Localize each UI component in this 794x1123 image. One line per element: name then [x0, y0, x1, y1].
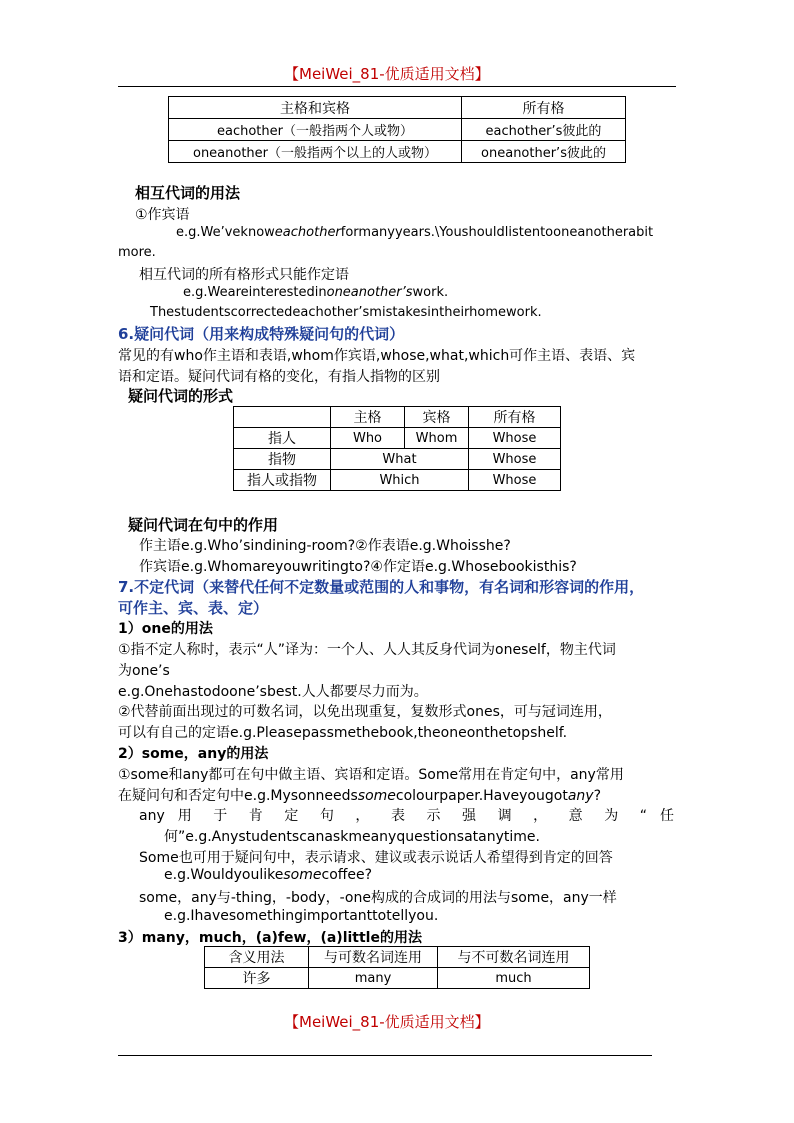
table-cell: 指物 — [234, 449, 331, 470]
table-header-cell — [234, 407, 331, 428]
table-cell: many — [309, 968, 438, 989]
table-cell: Which — [331, 470, 469, 491]
example-sentence: e.g.Onehastodoone’sbest.人人都要尽力而为。 — [118, 684, 428, 700]
subsection-title: 2）some，any的用法 — [118, 746, 269, 762]
example-sentence-tail: more. — [118, 245, 156, 260]
reciprocal-pronoun-table — [168, 96, 626, 163]
example-sentence: 何”e.g.Anystudentscanaskmeanyquestionsatanytime. — [164, 829, 540, 845]
table-header-cell: 所有格 — [469, 407, 561, 428]
table-cell: Whose — [469, 428, 561, 449]
table-cell: Whose — [469, 449, 561, 470]
example-sentence: e.g.Wouldyoulikesomecoffee? — [164, 867, 373, 883]
table-header-cell: 与可数名词连用 — [309, 947, 438, 968]
page-footer: 【MeiWei_81-优质适用文档】 — [284, 1013, 490, 1031]
table-cell: 指人 — [234, 428, 331, 449]
section-heading: 6.疑问代词（用来构成特殊疑问句的代词） — [118, 325, 405, 343]
table-header-cell: 宾格 — [405, 407, 469, 428]
table-row — [205, 968, 590, 989]
table-row — [234, 449, 561, 470]
table-cell: Whom — [405, 428, 469, 449]
paragraph-line: ①指不定人称时，表示“人”译为：一个人、人人其反身代词为oneself，物主代词 — [118, 642, 616, 658]
table-header-cell: 与不可数名词连用 — [438, 947, 590, 968]
header-rule — [118, 86, 676, 87]
table-row — [234, 470, 561, 491]
table-cell: much — [438, 968, 590, 989]
footer-rule — [118, 1055, 652, 1056]
paragraph-line: 可以有自己的定语e.g.Pleasepassmethebook,theoneonthetopshelf. — [118, 725, 568, 741]
many-much-table — [204, 946, 590, 989]
role-line: 作主语e.g.Who’sindining-room?②作表语e.g.Whoisshe? — [139, 538, 511, 554]
paragraph-line: 在疑问句和否定句中e.g.Mysonneedssomecolourpaper.Haveyougotany? — [118, 788, 601, 804]
table-header-cell: 所有格 — [462, 97, 626, 119]
paragraph-line: 为one’s — [118, 663, 170, 679]
subsection-title: 疑问代词的形式 — [128, 387, 234, 405]
usage-note: 相互代词的所有格形式只能作定语 — [139, 267, 349, 283]
usage-item: ①作宾语 — [135, 207, 190, 223]
example-sentence: e.g.We’veknoweachotherformanyyears.\Youshouldlistentooneanotherabit — [176, 225, 654, 240]
subsection-title: 疑问代词在句中的作用 — [128, 516, 279, 534]
table-cell: eachother’s彼此的 — [462, 119, 626, 141]
section-heading-cont: 可作主、宾、表、定） — [118, 599, 269, 617]
paragraph-line: ①some和any都可在句中做主语、宾语和定语。Some常用在肯定句中，any常用 — [118, 767, 624, 783]
example-sentence: e.g.Ihavesomethingimportanttotellyou. — [164, 908, 439, 924]
table-row — [169, 119, 626, 141]
table-header-cell: 主格和宾格 — [169, 97, 462, 119]
table-cell: eachother（一般指两个人或物） — [169, 119, 462, 141]
reciprocal-usage-title: 相互代词的用法 — [135, 184, 241, 202]
table-cell: What — [331, 449, 469, 470]
table-row — [234, 428, 561, 449]
paragraph-line: ②代替前面出现过的可数名词，以免出现重复，复数形式ones，可与冠词连用， — [118, 704, 612, 720]
example-sentence: Thestudentscorrectedeachother’smistakesintheirhomework. — [150, 305, 542, 320]
section-heading: 7.不定代词（来替代任何不定数量或范围的人和事物，有名词和形容词的作用， — [118, 578, 645, 596]
subsection-title: 3）many，much，(a)few，(a)little的用法 — [118, 930, 422, 946]
table-cell: 指人或指物 — [234, 470, 331, 491]
table-header-cell: 主格 — [331, 407, 405, 428]
example-sentence: e.g.Weareinterestedinoneanother’swork. — [183, 285, 449, 300]
table-cell: oneanother’s彼此的 — [462, 141, 626, 163]
paragraph-line: 常见的有who作主语和表语,whom作宾语,whose,what,which可作主语、表语、宾 — [118, 348, 636, 364]
subsection-title: 1）one的用法 — [118, 621, 213, 637]
paragraph-line: any 用 于 肯 定 句 ， 表 示 强 调 ， 意 为 “ 任 — [139, 808, 674, 824]
table-cell: Who — [331, 428, 405, 449]
page-header: 【MeiWei_81-优质适用文档】 — [284, 65, 490, 83]
paragraph-line: some，any与-thing，-body，-one构成的合成词的用法与some，any一样 — [139, 890, 617, 906]
table-cell: oneanother（一般指两个以上的人或物） — [169, 141, 462, 163]
role-line: 作宾语e.g.Whomareyouwritingto?④作定语e.g.Whosebookisthis? — [139, 559, 577, 575]
table-row — [169, 141, 626, 163]
interrogative-forms-table — [233, 406, 561, 491]
paragraph-line: 语和定语。疑问代词有格的变化，有指人指物的区别 — [118, 369, 440, 385]
table-cell: Whose — [469, 470, 561, 491]
table-cell: 许多 — [205, 968, 309, 989]
paragraph-line: Some也可用于疑问句中，表示请求、建议或表示说话人希望得到肯定的回答 — [139, 850, 613, 866]
table-header-cell: 含义用法 — [205, 947, 309, 968]
